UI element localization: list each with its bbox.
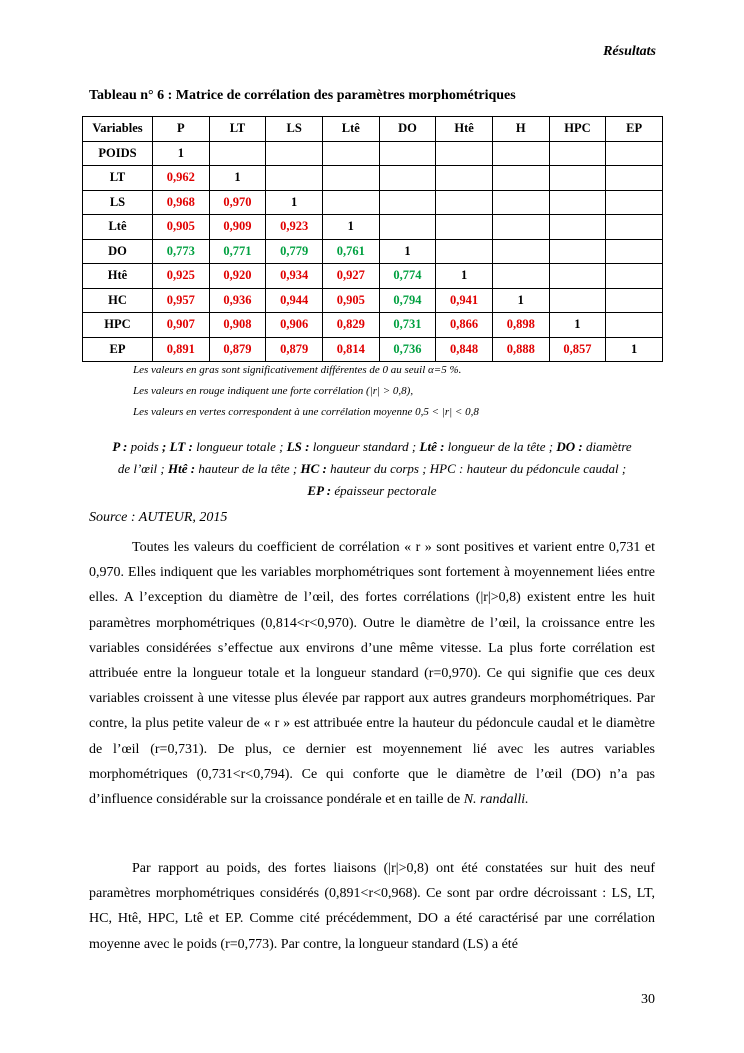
legend-key: LS : [286,439,310,454]
correlation-table [82,116,663,362]
table-cell [492,166,549,191]
table-cell [322,190,379,215]
table-cell [436,166,493,191]
table-cell [606,239,663,264]
column-header: EP [606,117,663,142]
legend-line [89,436,655,458]
table-cell [549,288,606,313]
table-cell: 0,814 [322,337,379,362]
table-cell: 0,773 [153,239,210,264]
row-label: HC [83,288,153,313]
table-cell [209,141,266,166]
legend-line [89,480,655,502]
row-label: Htê [83,264,153,289]
table-cell: 0,906 [266,313,323,338]
table-cell: 0,879 [209,337,266,362]
table-cell: 0,909 [209,215,266,240]
table-cell: 0,771 [209,239,266,264]
table-cell: 0,927 [322,264,379,289]
page-number: 30 [641,992,655,1007]
table-cell [379,215,436,240]
table-cell: 0,774 [379,264,436,289]
table-row [83,190,663,215]
table-cell [379,141,436,166]
table-cell: 0,944 [266,288,323,313]
table-header-row [83,117,663,142]
table-cell: 1 [606,337,663,362]
legend-key: DO : [556,439,583,454]
legend-text: poids [127,439,163,454]
table-cell [436,141,493,166]
legend-text: de l’œil ; [117,461,168,476]
note-bold: Les valeurs en gras sont significativement différentes de 0 au seuil α=5 %. [133,364,462,376]
table-cell [549,141,606,166]
table-caption: Tableau n° 6 : Matrice de corrélation des paramètres morphométriques [89,88,516,103]
table-row [83,141,663,166]
table-cell: 0,968 [153,190,210,215]
table-cell [436,190,493,215]
table-cell: 0,829 [322,313,379,338]
table-row [83,239,663,264]
abbreviation-legend [89,436,655,502]
column-header: LS [266,117,323,142]
table-cell: 1 [379,239,436,264]
legend-text: épaisseur pectorale [331,483,437,498]
table-cell: 1 [492,288,549,313]
table-cell [606,313,663,338]
legend-text: longueur standard ; [309,439,420,454]
paragraph-text: Par rapport au poids, des fortes liaisons (|r|>0,8) ont été constatées sur huit des neuf paramètres morphométriques considérés (0,891<r<0,968). Ce sont par ordre décroissant : LS, LT, HC, Htê, HPC, Ltê et EP. Comme cité précédemment, DO a été caractérisé par une corrélation moyenne avec le poids (r=0,773). Par contre, la longueur standard (LS) a été [89,861,655,952]
table-notes [133,360,479,423]
table-cell: 0,866 [436,313,493,338]
table-cell [549,239,606,264]
table-cell [549,264,606,289]
note-red: Les valeurs en rouge indiquent une forte corrélation (|r| > 0,8), [133,385,414,397]
table-cell [492,215,549,240]
table-cell [322,166,379,191]
table-cell: 0,962 [153,166,210,191]
table-cell: 1 [209,166,266,191]
paragraph [89,856,655,957]
table-row [83,166,663,191]
column-header: P [153,117,210,142]
table-cell: 0,736 [379,337,436,362]
table-cell: 0,925 [153,264,210,289]
table-cell: 1 [322,215,379,240]
legend-line [89,458,655,480]
table-cell [436,239,493,264]
source-line: Source : AUTEUR, 2015 [89,510,228,525]
table-cell: 0,888 [492,337,549,362]
table-cell: 0,957 [153,288,210,313]
table-cell [606,264,663,289]
table-cell [606,288,663,313]
table-cell [492,239,549,264]
column-header: LT [209,117,266,142]
running-header: Résultats [603,44,656,59]
note-green: Les valeurs en vertes correspondent à une corrélation moyenne 0,5 < |r| < 0,8 [133,406,479,418]
column-header: Htê [436,117,493,142]
table-cell [492,190,549,215]
table-cell: 0,898 [492,313,549,338]
paragraph-text: Toutes les valeurs du coefficient de corrélation « r » sont positives et varient entre 0,731 et 0,970. Elles indiquent que les variables morphométriques sont fortement à moyennement liées entre elles. A l’exception du diamètre de l’œil, des fortes corrélations (|r|>0,8) existent entre les huit paramètres morphométriques (0,814<r<0,970). Outre le diamètre de l’œil, la croissance entre les variables considérées s’effectue aux environs d’une même vitesse. La plus forte corrélation est attribuée entre la longueur totale et la longueur standard (r=0,970). Ce qui signifie que ces deux variables croissent à une vitesse plus élevée par rapport aux autres grandeurs morphométriques. Par contre, la plus petite valeur de « r » est attribuée entre la hauteur du pédoncule caudal et le diamètre de l’œil (r=0,731). De plus, ce dernier est moyennement lié avec les autres variables morphométriques (0,731<r<0,794). Ce qui conforte que le diamètre de l’œil (DO) n’a pas d’influence considérable sur la croissance pondérale et en taille de [89,540,655,808]
table-row [83,337,663,362]
legend-text: longueur de la tête ; [444,439,557,454]
column-header: H [492,117,549,142]
row-label: Ltê [83,215,153,240]
table-cell: 1 [549,313,606,338]
table-cell: 0,907 [153,313,210,338]
table-cell [549,166,606,191]
table-cell [549,190,606,215]
table-cell [606,141,663,166]
legend-text: diamètre [582,439,632,454]
legend-key: ; LT : [162,439,193,454]
table-cell [606,215,663,240]
legend-key: Htê : [168,461,196,476]
row-label: LS [83,190,153,215]
table-cell [606,190,663,215]
legend-key: Ltê : [419,439,445,454]
legend-key: P : [112,439,128,454]
table-cell [492,264,549,289]
legend-text: hauteur de la tête ; [195,461,301,476]
table-cell: 0,934 [266,264,323,289]
table-cell: 0,857 [549,337,606,362]
table-cell [322,141,379,166]
legend-key: HC : [300,461,327,476]
table-cell [492,141,549,166]
table-cell [379,166,436,191]
row-label: LT [83,166,153,191]
table-cell: 0,970 [209,190,266,215]
table-row [83,264,663,289]
table-cell: 0,905 [153,215,210,240]
table-cell [549,215,606,240]
table-corner-cell: Variables [83,117,153,142]
table-cell: 1 [436,264,493,289]
table-row [83,288,663,313]
row-label: POIDS [83,141,153,166]
table-cell: 0,920 [209,264,266,289]
table-cell [436,215,493,240]
table-cell [266,166,323,191]
column-header: Ltê [322,117,379,142]
table-cell: 0,936 [209,288,266,313]
table-cell: 0,879 [266,337,323,362]
table-cell: 0,941 [436,288,493,313]
column-header: HPC [549,117,606,142]
table-cell: 1 [266,190,323,215]
row-label: HPC [83,313,153,338]
row-label: DO [83,239,153,264]
table-cell: 0,905 [322,288,379,313]
column-header: DO [379,117,436,142]
legend-text: hauteur du corps ; HPC : hauteur du pédoncule caudal ; [326,461,627,476]
legend-key: EP : [307,483,332,498]
table-cell: 0,794 [379,288,436,313]
table-cell: 1 [153,141,210,166]
table-cell [606,166,663,191]
table-cell: 0,848 [436,337,493,362]
table-cell: 0,761 [322,239,379,264]
table-cell: 0,779 [266,239,323,264]
legend-text: longueur totale ; [192,439,287,454]
table-row [83,215,663,240]
row-label: EP [83,337,153,362]
table-cell [266,141,323,166]
table-cell [379,190,436,215]
species-name: N. randalli. [463,792,529,808]
table-row [83,313,663,338]
table-cell: 0,908 [209,313,266,338]
table-cell: 0,731 [379,313,436,338]
table-cell: 0,923 [266,215,323,240]
paragraph [89,535,655,812]
table-cell: 0,891 [153,337,210,362]
